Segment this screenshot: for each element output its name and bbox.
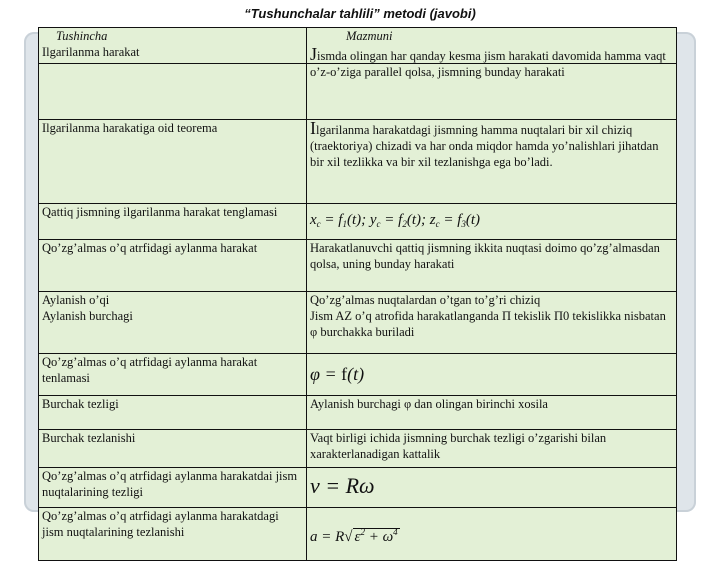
term-cell: Ilgarilanma harakat xyxy=(42,45,140,59)
concepts-table xyxy=(38,27,677,561)
drop-letter: J xyxy=(310,45,318,64)
table-row xyxy=(39,64,677,120)
table-row xyxy=(39,508,677,561)
formula-cell xyxy=(307,508,677,561)
equation-xc: $x_c = f_1(t)$; $y_c = f_2(t)$; $z_c = f_3(t)$ xyxy=(310,211,481,229)
formula-cell xyxy=(307,354,677,396)
term-cell: Qo’zg’almas o’q atrfidagi aylanma harakat tenlamasi xyxy=(39,354,307,396)
term-line: Aylanish burchagi xyxy=(42,309,133,323)
term-cell xyxy=(39,64,307,120)
table-row xyxy=(39,430,677,468)
term-cell: Qattiq jismning ilgarilanma harakat tenglamasi xyxy=(39,204,307,240)
meaning-text: lgarilanma harakatdagi jismning hamma nuqtalari bir xil chiziq (traektoriya) chizadi va har onda miqdor hamda yo’nalishlari jihatdan bir xil tezlikka va bir xil tezlanishga ega bo’ladi. xyxy=(310,123,659,169)
header-meaning-label: Mazmuni xyxy=(346,29,393,43)
term-cell xyxy=(39,292,307,354)
meaning-cell: Harakatlanuvchi qattiq jismning ikkita nuqtasi doimo qo’zg’almasdan qolsa, uning bunday harakati xyxy=(307,240,677,292)
table-row xyxy=(39,204,677,240)
meaning-text: ismda olingan har qanday kesma jism harakati davomida hamma vaqt o’z-o’ziga parallel qolsa, jismning bunday harakati xyxy=(310,49,666,79)
table-row xyxy=(39,468,677,508)
term-cell: Burchak tezlanishi xyxy=(39,430,307,468)
meaning-cell xyxy=(307,120,677,204)
header-term xyxy=(39,28,307,64)
table-row xyxy=(39,240,677,292)
table-row xyxy=(39,354,677,396)
meaning-cell xyxy=(307,46,677,102)
formula-cell xyxy=(307,468,677,508)
equation-phi: φ = f(t) xyxy=(310,363,365,384)
meaning-cell: Aylanish burchagi φ dan olingan birinchi xosila xyxy=(307,396,677,430)
meaning-line: Jism AZ o’q atrofida harakatlanganda П tekislik П0 tekislikka nisbatan φ burchakka buriladi xyxy=(310,309,666,339)
equation-acceleration: a = R√ $\varepsilon^2 + \omega^4$ xyxy=(310,526,398,545)
table-row xyxy=(39,292,677,354)
table-row xyxy=(39,396,677,430)
meaning-cell xyxy=(307,292,677,354)
term-cell: Qo’zg’almas o’q atrfidagi aylanma harakat xyxy=(39,240,307,292)
term-cell: Ilgarilanma harakatiga oid teorema xyxy=(39,120,307,204)
header-term-label: Tushincha xyxy=(56,29,108,43)
term-line: Aylanish o’qi xyxy=(42,293,110,307)
drop-letter: I xyxy=(310,119,316,138)
equation-velocity: v = Rω xyxy=(310,473,375,498)
page-title: “Tushunchalar tahlili” metodi (javobi) xyxy=(244,6,476,21)
term-cell: Burchak tezligi xyxy=(39,396,307,430)
term-cell: Qo’zg’almas o’q atrfidagi aylanma harakatdai jism nuqtalarining tezligi xyxy=(39,468,307,508)
formula-cell xyxy=(307,204,677,240)
meaning-line: Qo’zg’almas nuqtalardan o’tgan to’g’ri chiziq xyxy=(310,293,541,307)
meaning-cell: Vaqt birligi ichida jismning burchak tezligi o’zgarishi bilan xarakterlanadigan kattalik xyxy=(307,430,677,468)
table-row xyxy=(39,120,677,204)
term-cell: Qo’zg’almas o’q atrfidagi aylanma harakatdagi jism nuqtalarining tezlanishi xyxy=(39,508,307,561)
